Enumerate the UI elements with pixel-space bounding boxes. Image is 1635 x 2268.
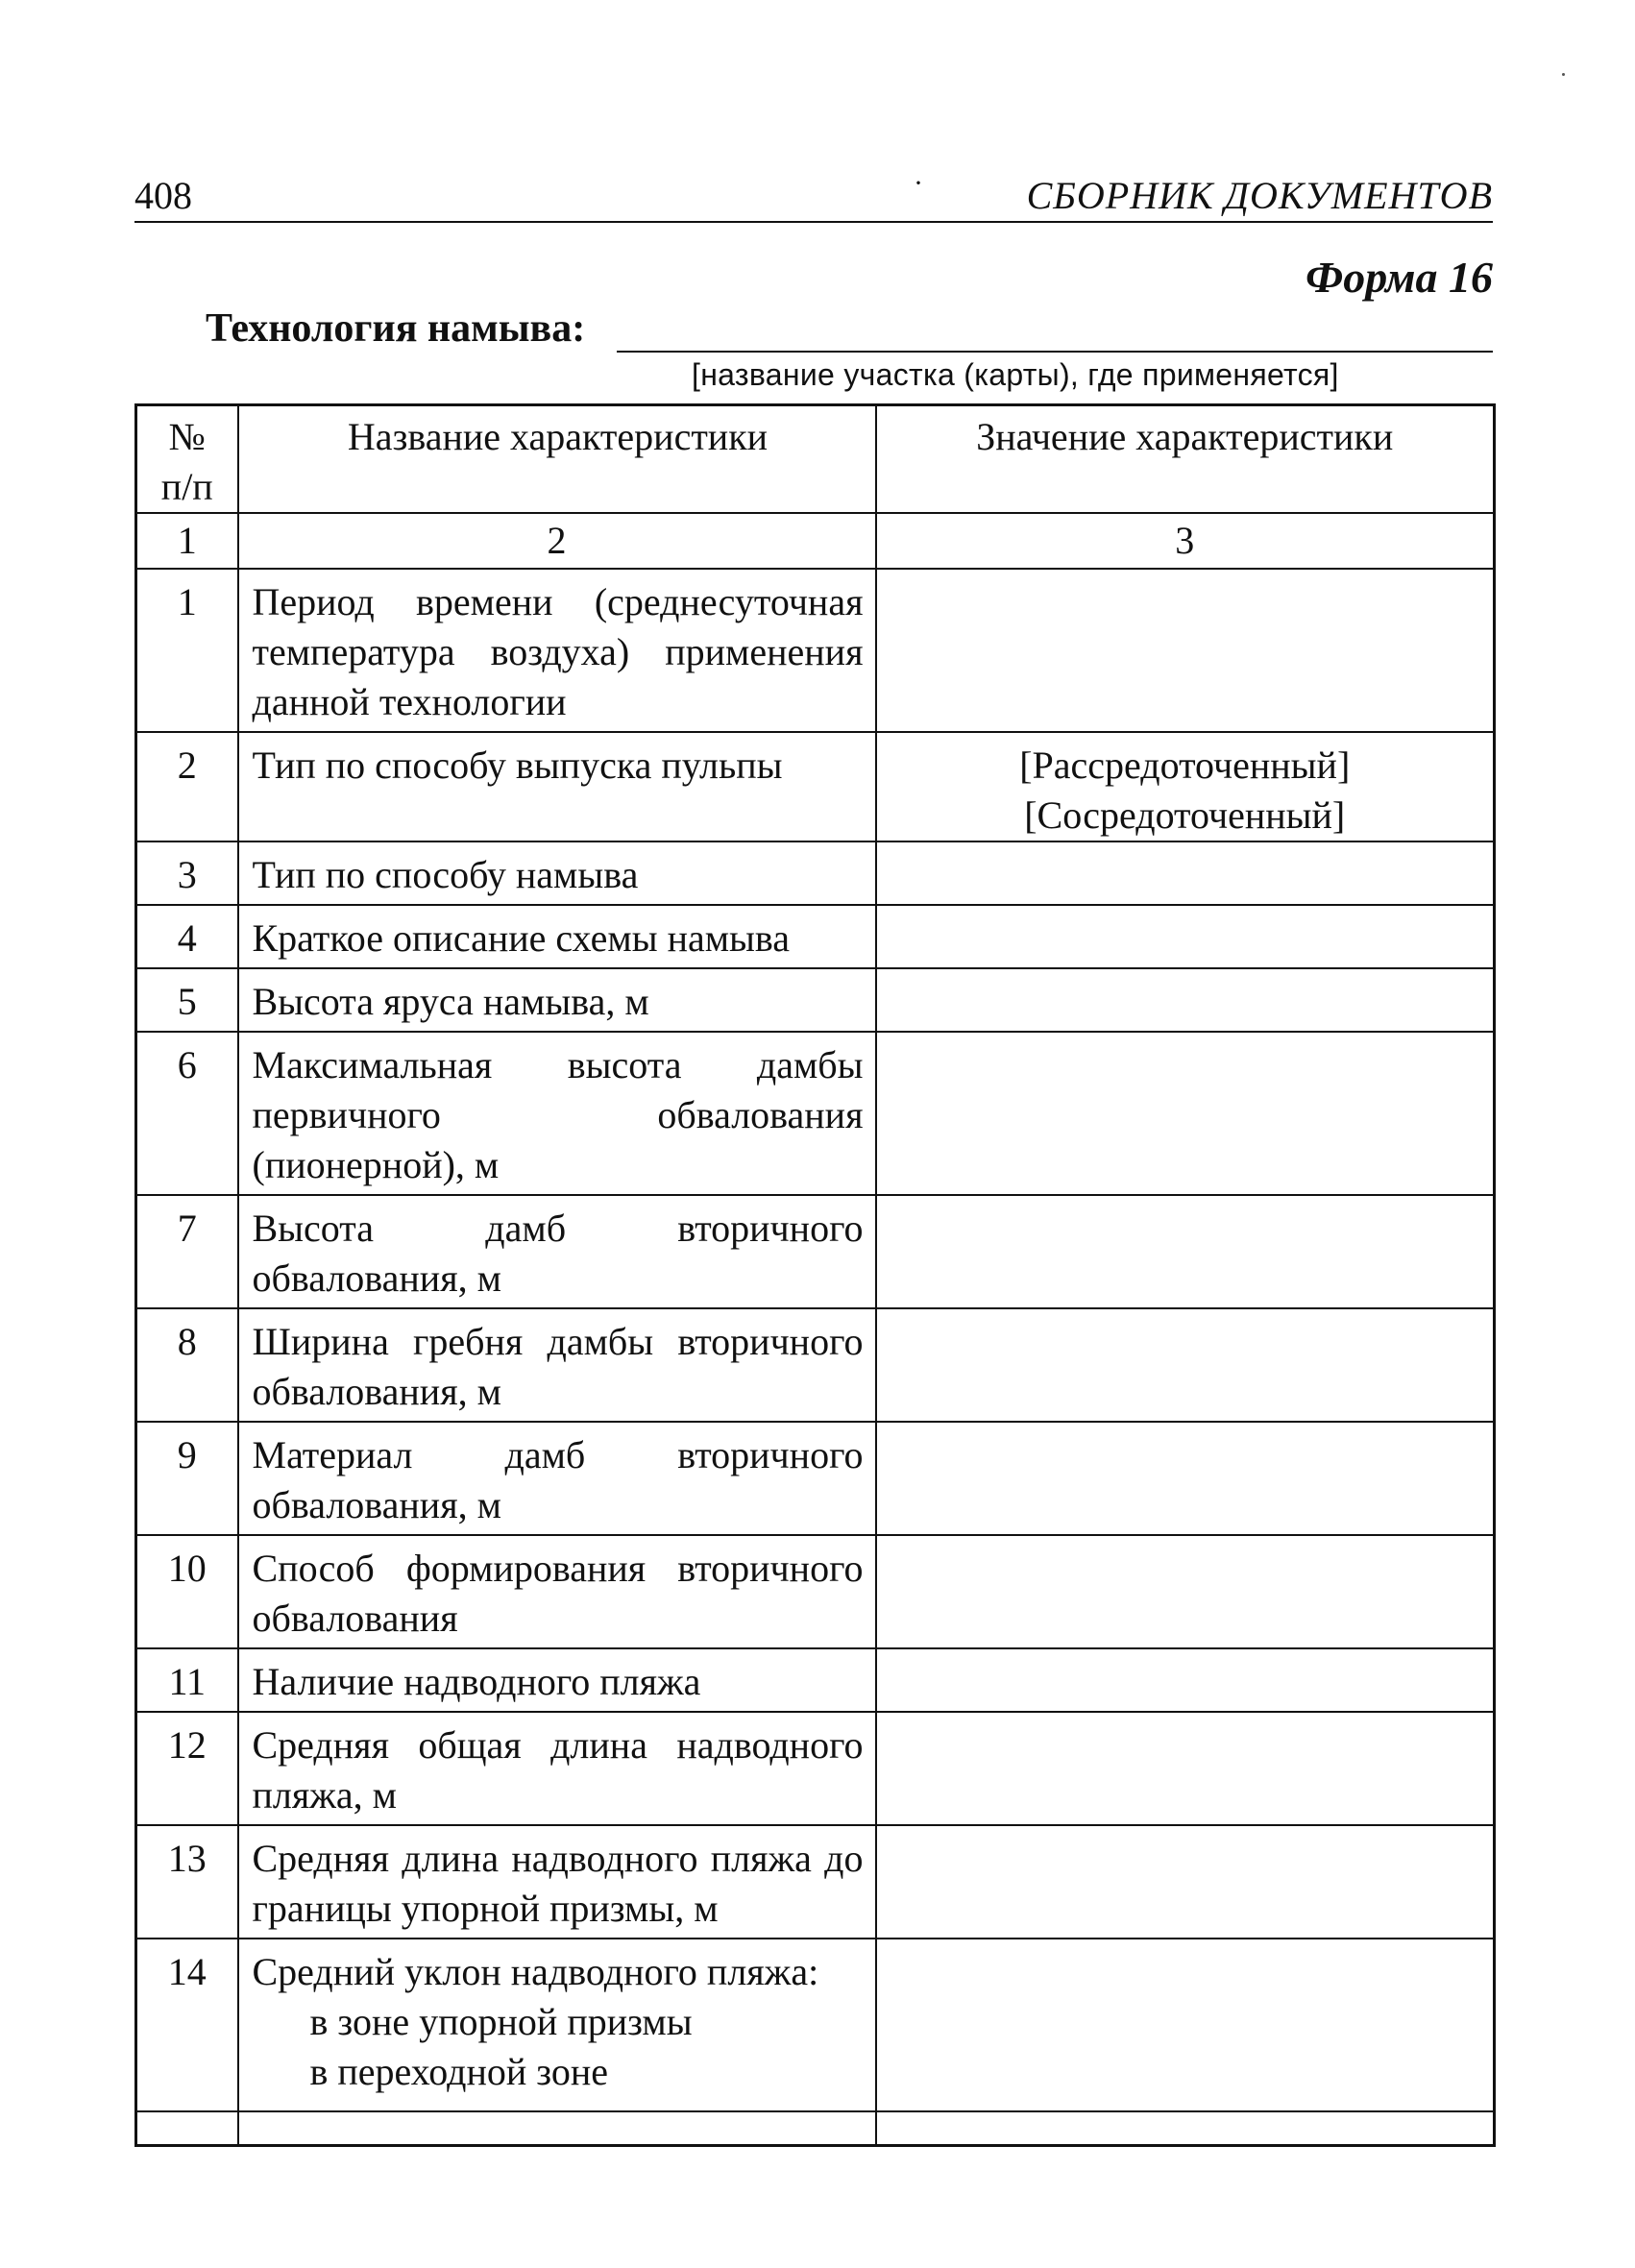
column-number: 3 (876, 513, 1495, 569)
row-name: Способ формирования вторичного обвалования (238, 1535, 876, 1648)
header-value-cell: Значение характеристики (876, 405, 1495, 514)
row-name: Тип по способу выпуска пульпы (238, 732, 876, 841)
technology-label: Технология намыва: (206, 306, 586, 351)
row-name: Средняя общая длина надводного пляжа, м (238, 1712, 876, 1825)
row-number: 14 (136, 1939, 238, 2145)
row-name: Высота яруса намыва, м (238, 968, 876, 1032)
table-row (136, 905, 1495, 968)
row-value[interactable] (876, 1648, 1495, 1712)
header-rule (134, 221, 1493, 223)
column-number: 1 (136, 513, 238, 569)
row-number: 9 (136, 1422, 238, 1535)
value-option-dispersed: [Рассредоточенный] (1019, 744, 1351, 787)
row-name (238, 1939, 876, 2145)
table-row (136, 1712, 1495, 1825)
column-number-row (136, 513, 1495, 569)
row-value[interactable] (876, 1825, 1495, 1939)
row-number: 4 (136, 905, 238, 968)
row-name-main: Средний уклон надводного пляжа: (252, 1950, 819, 1993)
row-value[interactable] (876, 1939, 1495, 2145)
row-number: 1 (136, 569, 238, 732)
table-row (136, 968, 1495, 1032)
row-value[interactable] (876, 905, 1495, 968)
row-value[interactable] (876, 1712, 1495, 1825)
row-number: 13 (136, 1825, 238, 1939)
row-value[interactable] (876, 569, 1495, 732)
running-title: СБОРНИК ДОКУМЕНТОВ (1026, 174, 1493, 217)
table-row (136, 1032, 1495, 1195)
row-name-sub-prism-zone: в зоне упорной призмы (309, 2000, 693, 2043)
row-value[interactable] (876, 1535, 1495, 1648)
table-row (136, 732, 1495, 841)
row-number: 5 (136, 968, 238, 1032)
table-row (136, 569, 1495, 732)
row-value[interactable] (876, 1195, 1495, 1308)
row-name: Ширина гребня дамбы вторичного обвалования, м (238, 1308, 876, 1422)
row-number: 6 (136, 1032, 238, 1195)
row-number: 8 (136, 1308, 238, 1422)
row-name: Краткое описание схемы намыва (238, 905, 876, 968)
row-number: 2 (136, 732, 238, 841)
row-number: 7 (136, 1195, 238, 1308)
row-name: Наличие надводного пляжа (238, 1648, 876, 1712)
row-value[interactable] (876, 968, 1495, 1032)
row-value[interactable] (876, 1422, 1495, 1535)
page-number: 408 (134, 174, 192, 217)
table-row (136, 1422, 1495, 1535)
row-number: 3 (136, 841, 238, 905)
row-number: 10 (136, 1535, 238, 1648)
table-header-row (136, 405, 1495, 514)
row-value[interactable] (876, 732, 1495, 841)
value-option-concentrated: [Сосредоточенный] (1024, 793, 1346, 837)
scan-speck (1562, 73, 1565, 76)
table-row (136, 1825, 1495, 1939)
row-name: Тип по способу намыва (238, 841, 876, 905)
row-name: Высота дамб вторичного обвалования, м (238, 1195, 876, 1308)
header-name-cell: Название характеристики (238, 405, 876, 514)
row-name: Материал дамб вторичного обвалования, м (238, 1422, 876, 1535)
row-name-sub-transition-zone: в переходной зоне (309, 2050, 608, 2093)
table-row (136, 1535, 1495, 1648)
table-row (136, 1195, 1495, 1308)
technology-fill-line[interactable] (617, 351, 1493, 353)
row-number: 11 (136, 1648, 238, 1712)
header-num-cell (136, 405, 238, 514)
row-value[interactable] (876, 841, 1495, 905)
row-name: Период времени (среднесуточная температура воздуха) применения данной технологии (238, 569, 876, 732)
column-number: 2 (238, 513, 876, 569)
table-row (136, 1308, 1495, 1422)
table-row (136, 1939, 1495, 2145)
row-value[interactable] (876, 1308, 1495, 1422)
row-name: Максимальная высота дамбы первичного обвалования (пионерной), м (238, 1032, 876, 1195)
bottom-rule (134, 2110, 1493, 2112)
technology-hint: [название участка (карты), где применяется] (692, 357, 1339, 392)
page-header (134, 167, 1493, 221)
table-row (136, 841, 1495, 905)
characteristics-table (134, 403, 1496, 2147)
header-num-abbr: п/п (160, 465, 213, 508)
scan-dot: · (914, 167, 923, 199)
table-row (136, 1648, 1495, 1712)
row-name: Средняя длина надводного пляжа до границы упорной призмы, м (238, 1825, 876, 1939)
form-label: Форма 16 (1306, 253, 1493, 302)
row-value[interactable] (876, 1032, 1495, 1195)
header-num-symbol: № (168, 415, 206, 458)
row-number: 12 (136, 1712, 238, 1825)
